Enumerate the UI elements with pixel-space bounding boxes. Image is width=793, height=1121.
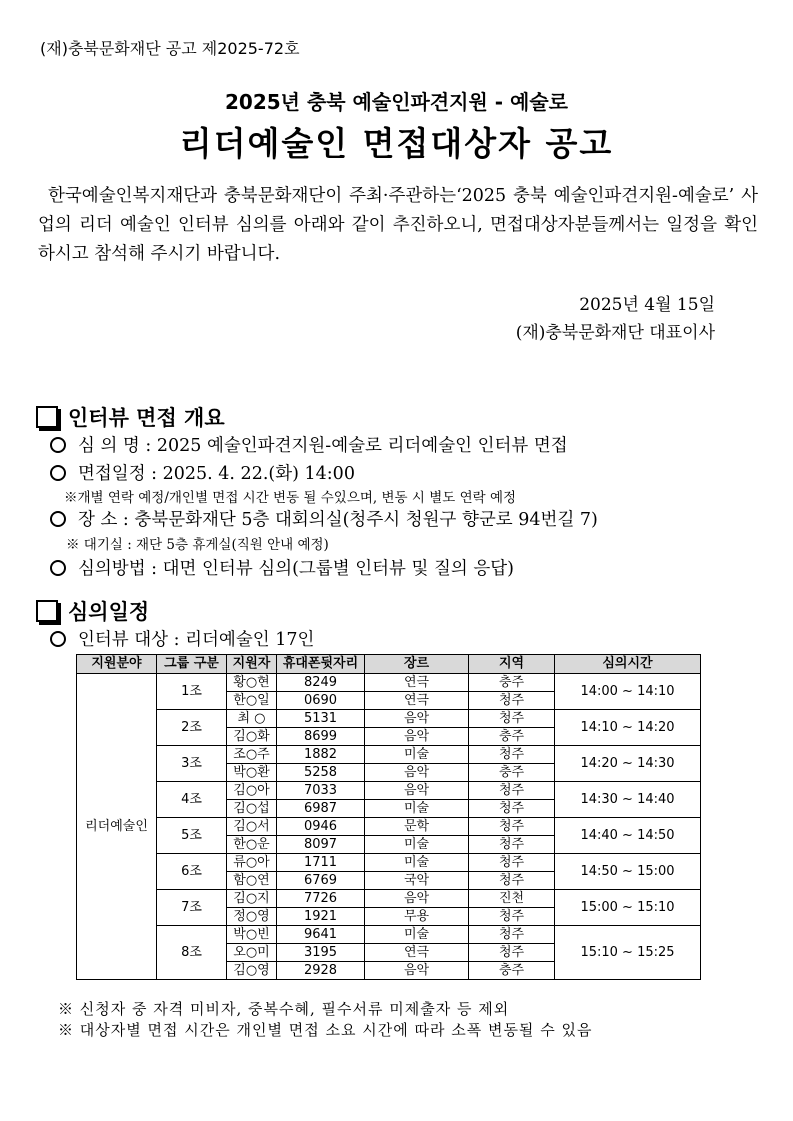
phone-cell: 6769 — [277, 872, 365, 890]
genre-cell: 음악 — [365, 764, 469, 782]
header-cell: 지역 — [469, 655, 555, 674]
table-row — [77, 746, 701, 764]
header-cell: 지원자 — [227, 655, 277, 674]
applicant-cell: 정○영 — [227, 908, 277, 926]
genre-cell: 연극 — [365, 674, 469, 692]
genre-cell: 음악 — [365, 782, 469, 800]
genre-cell: 미술 — [365, 836, 469, 854]
section-heading-overview — [36, 402, 225, 432]
table-header-row — [77, 655, 701, 674]
phone-cell: 7033 — [277, 782, 365, 800]
table-row — [77, 854, 701, 872]
circle-bullet-icon — [50, 437, 66, 453]
genre-cell: 국악 — [365, 872, 469, 890]
section-heading-text: 인터뷰 면접 개요 — [68, 406, 225, 430]
region-cell: 충주 — [469, 764, 555, 782]
group-cell: 4조 — [157, 782, 227, 818]
time-cell: 14:30 ~ 14:40 — [555, 782, 701, 818]
group-cell: 7조 — [157, 890, 227, 926]
applicant-cell: 박○환 — [227, 764, 277, 782]
phone-cell: 7726 — [277, 890, 365, 908]
region-cell: 충주 — [469, 728, 555, 746]
group-cell: 3조 — [157, 746, 227, 782]
applicant-cell: 한○운 — [227, 836, 277, 854]
table-row — [77, 926, 701, 944]
table-row — [77, 710, 701, 728]
applicant-cell: 김○서 — [227, 818, 277, 836]
group-cell: 6조 — [157, 854, 227, 890]
issuer: (재)충북문화재단 대표이사 — [515, 323, 715, 343]
page-title: 리더예술인 면접대상자 공고 — [179, 124, 614, 163]
applicant-cell: 황○현 — [227, 674, 277, 692]
checkbox-square-icon — [36, 600, 58, 622]
phone-cell: 6987 — [277, 800, 365, 818]
group-cell: 5조 — [157, 818, 227, 854]
phone-cell: 8699 — [277, 728, 365, 746]
genre-cell: 미술 — [365, 800, 469, 818]
genre-cell: 미술 — [365, 854, 469, 872]
time-cell: 15:10 ~ 15:25 — [555, 926, 701, 980]
time-cell: 15:00 ~ 15:10 — [555, 890, 701, 926]
genre-cell: 음악 — [365, 962, 469, 980]
header-cell: 휴대폰뒷자리 — [277, 655, 365, 674]
schedule-item-text: 인터뷰 대상 : 리더예술인 17인 — [78, 630, 315, 650]
phone-cell: 5131 — [277, 710, 365, 728]
region-cell: 충주 — [469, 962, 555, 980]
phone-cell: 3195 — [277, 944, 365, 962]
notice-number: (재)충북문화재단 공고 제2025-72호 — [40, 39, 300, 58]
applicant-cell: 김○섭 — [227, 800, 277, 818]
circle-bullet-icon — [50, 465, 66, 481]
phone-cell: 5258 — [277, 764, 365, 782]
overview-note: ※개별 연락 예정/개인별 면접 시간 변동 될 수있으며, 변동 시 별도 연락 예정 — [64, 490, 517, 506]
notice-date: 2025년 4월 15일 — [579, 295, 715, 315]
overview-item — [50, 460, 355, 485]
applicant-cell: 한○일 — [227, 692, 277, 710]
applicant-cell: 김○아 — [227, 782, 277, 800]
section-heading-text: 심의일정 — [68, 600, 150, 624]
genre-cell: 문학 — [365, 818, 469, 836]
circle-bullet-icon — [50, 631, 66, 647]
applicant-cell: 김○영 — [227, 962, 277, 980]
time-cell: 14:10 ~ 14:20 — [555, 710, 701, 746]
region-cell: 청주 — [469, 836, 555, 854]
genre-cell: 미술 — [365, 926, 469, 944]
genre-cell: 연극 — [365, 692, 469, 710]
phone-cell: 8249 — [277, 674, 365, 692]
schedule-item — [50, 626, 314, 651]
overview-item — [50, 506, 598, 531]
header-cell: 장르 — [365, 655, 469, 674]
region-cell: 진천 — [469, 890, 555, 908]
overview-item-text: 심 의 명 : 2025 예술인파견지원-예술로 리더예술인 인터뷰 면접 — [78, 436, 568, 456]
applicant-cell: 조○주 — [227, 746, 277, 764]
table-row — [77, 818, 701, 836]
header-cell: 그룹 구분 — [157, 655, 227, 674]
region-cell: 청주 — [469, 818, 555, 836]
time-cell: 14:20 ~ 14:30 — [555, 746, 701, 782]
genre-cell: 연극 — [365, 944, 469, 962]
phone-cell: 0690 — [277, 692, 365, 710]
overview-item-text: 장 소 : 충북문화재단 5층 대회의실(청주시 청원구 향군로 94번길 7) — [78, 510, 598, 530]
region-cell: 청주 — [469, 908, 555, 926]
checkbox-square-icon — [36, 406, 58, 428]
phone-cell: 1921 — [277, 908, 365, 926]
body-paragraph: 한국예술인복지재단과 충북문화재단이 주최·주관하는‘2025 충북 예술인파견지원-예술로’ 사업의 리더 예술인 인터뷰 심의를 아래와 같이 추진하오니, 면접대상자분들께서는 일정을 확인하시고 참석해 주시기 바랍니다. — [38, 186, 758, 264]
header-cell: 지원분야 — [77, 655, 157, 674]
region-cell: 청주 — [469, 710, 555, 728]
region-cell: 청주 — [469, 854, 555, 872]
overview-item-text: 면접일정 : 2025. 4. 22.(화) 14:00 — [78, 464, 355, 484]
applicant-cell: 함○연 — [227, 872, 277, 890]
phone-cell: 8097 — [277, 836, 365, 854]
overview-item — [50, 432, 568, 457]
footnote: ※ 신청자 중 자격 미비자, 중복수혜, 필수서류 미제출자 등 제외 — [58, 1000, 510, 1018]
time-cell: 14:00 ~ 14:10 — [555, 674, 701, 710]
time-cell: 14:50 ~ 15:00 — [555, 854, 701, 890]
overview-item-text: 심의방법 : 대면 인터뷰 심의(그룹별 인터뷰 및 질의 응답) — [78, 559, 514, 579]
phone-cell: 9641 — [277, 926, 365, 944]
schedule-table — [76, 654, 701, 980]
genre-cell: 미술 — [365, 746, 469, 764]
phone-cell: 1882 — [277, 746, 365, 764]
phone-cell: 0946 — [277, 818, 365, 836]
circle-bullet-icon — [50, 511, 66, 527]
circle-bullet-icon — [50, 560, 66, 576]
header-cell: 심의시간 — [555, 655, 701, 674]
table-row — [77, 890, 701, 908]
applicant-cell: 류○아 — [227, 854, 277, 872]
region-cell: 충주 — [469, 674, 555, 692]
genre-cell: 무용 — [365, 908, 469, 926]
applicant-cell: 박○빈 — [227, 926, 277, 944]
region-cell: 청주 — [469, 800, 555, 818]
time-cell: 14:40 ~ 14:50 — [555, 818, 701, 854]
genre-cell: 음악 — [365, 710, 469, 728]
overview-item — [50, 555, 514, 580]
region-cell: 청주 — [469, 926, 555, 944]
applicant-cell: 최 ○ — [227, 710, 277, 728]
region-cell: 청주 — [469, 872, 555, 890]
applicant-cell: 김○화 — [227, 728, 277, 746]
region-cell: 청주 — [469, 746, 555, 764]
region-cell: 청주 — [469, 692, 555, 710]
phone-cell: 1711 — [277, 854, 365, 872]
table-row — [77, 782, 701, 800]
field-cell: 리더예술인 — [77, 674, 157, 980]
footnote: ※ 대상자별 면접 시간은 개인별 면접 소요 시간에 따라 소폭 변동될 수 있음 — [58, 1021, 593, 1039]
region-cell: 청주 — [469, 782, 555, 800]
group-cell: 2조 — [157, 710, 227, 746]
applicant-cell: 오○미 — [227, 944, 277, 962]
phone-cell: 2928 — [277, 962, 365, 980]
title-line1: 2025년 충북 예술인파견지원 - 예술로 — [225, 90, 568, 114]
section-heading-schedule — [36, 596, 149, 626]
region-cell: 청주 — [469, 944, 555, 962]
overview-note: ※ 대기실 : 재단 5층 휴게실(직원 안내 예정) — [66, 537, 329, 553]
applicant-cell: 김○지 — [227, 890, 277, 908]
table-row — [77, 674, 701, 692]
group-cell: 1조 — [157, 674, 227, 710]
group-cell: 8조 — [157, 926, 227, 980]
genre-cell: 음악 — [365, 728, 469, 746]
genre-cell: 음악 — [365, 890, 469, 908]
